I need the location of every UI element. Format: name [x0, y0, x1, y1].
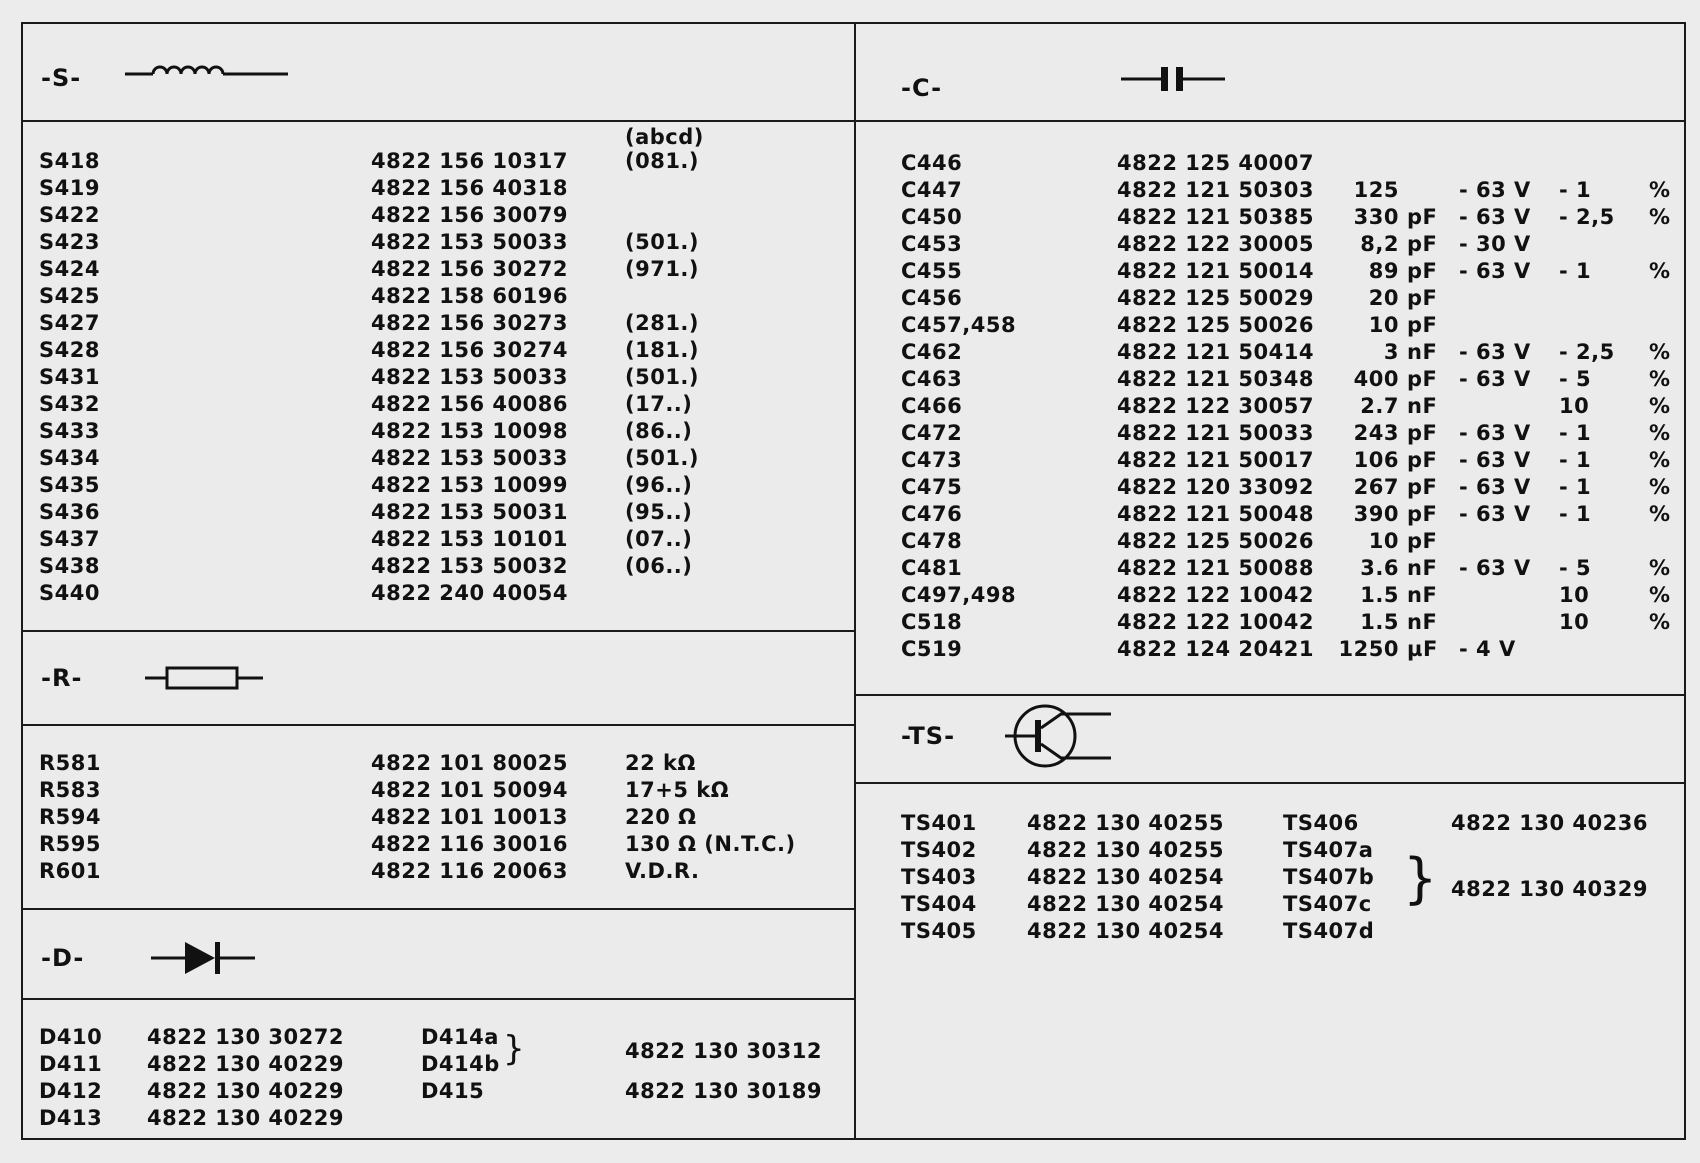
part-ref: C475: [901, 475, 963, 499]
ts-ref-column: [901, 810, 977, 945]
part-ref: D415: [421, 1079, 485, 1103]
part-note: (281.): [625, 311, 700, 335]
divider: [23, 630, 854, 632]
part-code: 4822 153 50031: [371, 500, 568, 524]
divider: [856, 782, 1686, 784]
part-code: 4822 156 40086: [371, 392, 568, 416]
part-percent: [1649, 285, 1671, 312]
ts-right-code-group: 4822 130 40329: [1451, 877, 1648, 901]
part-unit: pF: [1407, 313, 1438, 337]
brace-icon: }: [503, 1029, 525, 1069]
part-value: 243: [1353, 421, 1399, 445]
part-note: (501.): [625, 365, 700, 389]
part-ref: TS407d: [1283, 919, 1375, 943]
part-ref: C472: [901, 421, 963, 445]
part-ref: R583: [39, 778, 102, 802]
part-code: 4822 153 50032: [371, 554, 568, 578]
part-code: 4822 153 50033: [371, 365, 568, 389]
part-code: 4822 101 10013: [371, 805, 568, 829]
part-code: 4822 121 50303: [1117, 178, 1314, 202]
part-voltage: [1459, 528, 1531, 555]
part-ref: TS403: [901, 865, 977, 889]
part-tolerance: [1559, 312, 1615, 339]
divider: [856, 120, 1686, 122]
part-ref: R601: [39, 859, 102, 883]
c-voltage-column: [1459, 150, 1531, 663]
part-note: (07..): [625, 527, 693, 551]
part-value: 400: [1353, 367, 1399, 391]
s-code-column: [371, 148, 568, 607]
part-ref: TS407c: [1283, 892, 1372, 916]
part-ref: C481: [901, 556, 963, 580]
ts-code-column: [1027, 810, 1224, 945]
c-percent-column: [1649, 150, 1671, 663]
part-code: 4822 153 50033: [371, 446, 568, 470]
part-unit: pF: [1407, 529, 1438, 553]
part-voltage: [1459, 312, 1531, 339]
part-percent: %: [1649, 205, 1671, 229]
part-code: 4822 125 40007: [1117, 151, 1314, 175]
part-value: 20: [1368, 286, 1399, 310]
part-percent: %: [1649, 556, 1671, 580]
part-tolerance: [1559, 636, 1615, 663]
part-percent: %: [1649, 340, 1671, 364]
part-code: 4822 153 50033: [371, 230, 568, 254]
part-unit: nF: [1407, 610, 1438, 634]
part-note: (86..): [625, 419, 693, 443]
part-ref: C457,458: [901, 313, 1017, 337]
diode-icon: [149, 938, 259, 978]
abcd-header: (abcd): [625, 125, 704, 149]
part-code: 4822 153 10098: [371, 419, 568, 443]
part-value: 390: [1353, 502, 1399, 526]
part-value: 106: [1353, 448, 1399, 472]
c-code-column: [1117, 150, 1314, 663]
part-tolerance: 10: [1559, 583, 1590, 607]
part-code: 4822 130 40229: [147, 1106, 344, 1130]
part-unit: [1407, 150, 1438, 177]
part-value: 330: [1353, 205, 1399, 229]
part-ref: S424: [39, 257, 100, 281]
part-unit: µF: [1407, 637, 1438, 661]
part-code: 4822 125 50026: [1117, 529, 1314, 553]
part-value: 220 Ω: [625, 805, 697, 829]
part-unit: nF: [1407, 583, 1438, 607]
part-percent: %: [1649, 259, 1671, 283]
part-code: 4822 130 40255: [1027, 838, 1224, 862]
part-voltage: [1459, 582, 1531, 609]
part-ref: TS406: [1283, 811, 1359, 835]
part-code: 4822 156 30272: [371, 257, 568, 281]
part-unit: pF: [1407, 286, 1438, 310]
part-value: 89: [1368, 259, 1399, 283]
part-value: 3: [1383, 340, 1399, 364]
part-code: 4822 121 50033: [1117, 421, 1314, 445]
divider: [23, 908, 854, 910]
part-code: 4822 158 60196: [371, 284, 568, 308]
part-code: 4822 101 50094: [371, 778, 568, 802]
part-tolerance: - 1: [1559, 178, 1592, 202]
transistor-icon: [1003, 700, 1113, 772]
part-unit: pF: [1407, 502, 1438, 526]
part-value: 125: [1353, 178, 1399, 202]
part-value: 22 kΩ: [625, 751, 696, 775]
part-percent: [1649, 528, 1671, 555]
part-value: 10: [1368, 529, 1399, 553]
part-note: [625, 283, 699, 310]
part-ref: S437: [39, 527, 100, 551]
part-value: 17+5 kΩ: [625, 778, 730, 802]
part-voltage: - 63 V: [1459, 340, 1531, 364]
part-percent: [1649, 312, 1671, 339]
part-ref: D410: [39, 1025, 103, 1049]
part-ref: TS407b: [1283, 865, 1375, 889]
divider: [23, 724, 854, 726]
part-unit: [1407, 177, 1438, 204]
part-ref: S428: [39, 338, 100, 362]
part-code: 4822 116 30016: [371, 832, 568, 856]
c-unit-column: [1407, 150, 1438, 663]
r-value-column: [625, 750, 796, 885]
part-code: 4822 125 50026: [1117, 313, 1314, 337]
divider: [23, 998, 854, 1000]
divider: [23, 120, 854, 122]
part-tolerance: - 1: [1559, 259, 1592, 283]
part-code: 4822 130 40255: [1027, 811, 1224, 835]
part-note: (96..): [625, 473, 693, 497]
part-ref: R595: [39, 832, 102, 856]
part-note: [625, 580, 699, 607]
part-unit: pF: [1407, 448, 1438, 472]
part-code: 4822 124 20421: [1117, 637, 1314, 661]
part-unit: nF: [1407, 394, 1438, 418]
part-ref: C478: [901, 529, 963, 553]
part-code: 4822 121 50385: [1117, 205, 1314, 229]
part-value: 130 Ω (N.T.C.): [625, 832, 796, 856]
part-percent: %: [1649, 421, 1671, 445]
part-code: 4822 153 10101: [371, 527, 568, 551]
part-code: 4822 125 50029: [1117, 286, 1314, 310]
part-code: 4822 156 30079: [371, 203, 568, 227]
ts-right-ref-column: [1283, 810, 1374, 945]
c-ref-column: [901, 150, 1016, 663]
d-right-code-2: 4822 130 30189: [625, 1079, 822, 1103]
part-value: 10: [1368, 313, 1399, 337]
part-ref: S431: [39, 365, 100, 389]
part-code: 4822 130 40229: [147, 1052, 344, 1076]
part-code: 4822 122 10042: [1117, 610, 1314, 634]
part-ref: S425: [39, 284, 100, 308]
part-note: (06..): [625, 554, 693, 578]
part-unit: pF: [1407, 259, 1438, 283]
part-note: (501.): [625, 230, 700, 254]
part-ref: D414b: [421, 1052, 500, 1076]
part-ref: S433: [39, 419, 100, 443]
part-unit: pF: [1407, 475, 1438, 499]
part-code: 4822 153 10099: [371, 473, 568, 497]
part-code: 4822 122 10042: [1117, 583, 1314, 607]
part-note: [625, 202, 699, 229]
c-value-column: [1325, 150, 1399, 663]
part-ref: C476: [901, 502, 963, 526]
part-value: 1.5: [1360, 583, 1399, 607]
part-tolerance: 10: [1559, 610, 1590, 634]
part-voltage: - 63 V: [1459, 421, 1531, 445]
part-ref: C466: [901, 394, 963, 418]
part-ref: C473: [901, 448, 963, 472]
part-code: 4822 130 30272: [147, 1025, 344, 1049]
part-code: 4822 240 40054: [371, 581, 568, 605]
part-voltage: - 63 V: [1459, 367, 1531, 391]
part-ref: C446: [901, 151, 963, 175]
part-ref: R594: [39, 805, 102, 829]
r-code-column: [371, 750, 568, 885]
part-voltage: - 63 V: [1459, 205, 1531, 229]
part-ref: S432: [39, 392, 100, 416]
d-right-ref-column: [421, 1024, 500, 1105]
part-tolerance: - 1: [1559, 421, 1592, 445]
part-value: 267: [1353, 475, 1399, 499]
part-code: 4822 156 10317: [371, 149, 568, 173]
part-tolerance: - 1: [1559, 475, 1592, 499]
part-ref: C455: [901, 259, 963, 283]
part-tolerance: [1559, 528, 1615, 555]
part-voltage: [1459, 150, 1531, 177]
part-ref: S434: [39, 446, 100, 470]
part-tolerance: - 2,5: [1559, 205, 1615, 229]
part-percent: [1649, 231, 1671, 258]
c-tolerance-column: [1559, 150, 1615, 663]
part-code: 4822 130 40229: [147, 1079, 344, 1103]
inductor-icon: [123, 60, 293, 84]
d-ref-column: [39, 1024, 102, 1132]
part-percent: %: [1649, 178, 1671, 202]
part-code: 4822 156 40318: [371, 176, 568, 200]
part-tolerance: - 5: [1559, 367, 1592, 391]
d-code-column: [147, 1024, 344, 1132]
r-ref-column: [39, 750, 101, 885]
part-tolerance: - 5: [1559, 556, 1592, 580]
part-voltage: - 63 V: [1459, 448, 1531, 472]
part-value: 1.5: [1360, 610, 1399, 634]
part-ref: C497,498: [901, 583, 1017, 607]
part-code: 4822 130 40254: [1027, 919, 1224, 943]
part-ref: TS402: [901, 838, 977, 862]
part-ref: C456: [901, 286, 963, 310]
part-value: 8,2: [1360, 232, 1399, 256]
part-tolerance: - 1: [1559, 502, 1592, 526]
part-unit: pF: [1407, 367, 1438, 391]
part-note: (081.): [625, 149, 700, 173]
part-code: 4822 130 40254: [1027, 892, 1224, 916]
brace-icon: }: [1403, 847, 1438, 910]
part-code: 4822 101 80025: [371, 751, 568, 775]
part-ref: C450: [901, 205, 963, 229]
part-ref: S419: [39, 176, 100, 200]
part-percent: %: [1649, 610, 1671, 634]
part-tolerance: 10: [1559, 394, 1590, 418]
part-voltage: [1459, 609, 1531, 636]
part-voltage: - 63 V: [1459, 556, 1531, 580]
part-tolerance: [1559, 150, 1615, 177]
part-ref: C462: [901, 340, 963, 364]
part-ref: S427: [39, 311, 100, 335]
section-c-label: -C-: [901, 74, 943, 102]
part-voltage: - 63 V: [1459, 259, 1531, 283]
section-s-label: -S-: [41, 64, 82, 92]
capacitor-icon: [1119, 64, 1229, 94]
part-value: V.D.R.: [625, 859, 700, 883]
part-unit: pF: [1407, 232, 1438, 256]
part-code: 4822 121 50017: [1117, 448, 1314, 472]
part-value: 3.6: [1360, 556, 1399, 580]
part-tolerance: - 2,5: [1559, 340, 1615, 364]
part-voltage: - 4 V: [1459, 637, 1516, 661]
part-voltage: - 30 V: [1459, 232, 1531, 256]
part-ref: S440: [39, 581, 100, 605]
part-ref: TS404: [901, 892, 977, 916]
divider: [856, 694, 1686, 696]
part-code: 4822 156 30274: [371, 338, 568, 362]
part-value: 2.7: [1360, 394, 1399, 418]
part-code: 4822 121 50348: [1117, 367, 1314, 391]
part-ref: C518: [901, 610, 963, 634]
part-code: 4822 121 50048: [1117, 502, 1314, 526]
part-percent: %: [1649, 367, 1671, 391]
part-note: (501.): [625, 446, 700, 470]
part-ref: S422: [39, 203, 100, 227]
part-note: (181.): [625, 338, 700, 362]
part-code: 4822 120 33092: [1117, 475, 1314, 499]
part-ref: D414a: [421, 1025, 499, 1049]
part-unit: pF: [1407, 421, 1438, 445]
part-unit: pF: [1407, 205, 1438, 229]
part-value: 1250: [1338, 637, 1399, 661]
part-percent: %: [1649, 475, 1671, 499]
d-right-code-1: 4822 130 30312: [625, 1039, 822, 1063]
part-note: [625, 175, 699, 202]
s-ref-column: [39, 148, 100, 607]
part-code: 4822 121 50014: [1117, 259, 1314, 283]
part-code: 4822 122 30057: [1117, 394, 1314, 418]
part-ref: S418: [39, 149, 100, 173]
part-ref: C447: [901, 178, 963, 202]
section-ts-label: -TS-: [901, 722, 956, 750]
part-code: 4822 156 30273: [371, 311, 568, 335]
part-ref: TS407a: [1283, 838, 1374, 862]
section-r-label: -R-: [41, 664, 83, 692]
part-voltage: - 63 V: [1459, 475, 1531, 499]
part-code: 4822 122 30005: [1117, 232, 1314, 256]
part-value: [1325, 150, 1399, 177]
part-ref: S435: [39, 473, 100, 497]
part-percent: %: [1649, 583, 1671, 607]
part-code: 4822 130 40254: [1027, 865, 1224, 889]
part-tolerance: - 1: [1559, 448, 1592, 472]
part-note: (17..): [625, 392, 693, 416]
s-note-column: [625, 148, 699, 607]
parts-list-table: [21, 22, 1686, 1140]
resistor-icon: [143, 664, 268, 692]
part-unit: nF: [1407, 556, 1438, 580]
part-tolerance: [1559, 285, 1615, 312]
part-note: (95..): [625, 500, 693, 524]
part-voltage: [1459, 285, 1531, 312]
part-ref: D412: [39, 1079, 103, 1103]
part-tolerance: [1559, 231, 1615, 258]
column-divider: [854, 24, 856, 1138]
part-ref: D411: [39, 1052, 103, 1076]
part-code: 4822 121 50414: [1117, 340, 1314, 364]
part-percent: [1649, 150, 1671, 177]
part-ref: C519: [901, 637, 963, 661]
section-d-label: -D-: [41, 944, 85, 972]
part-note: (971.): [625, 257, 700, 281]
part-ref: S438: [39, 554, 100, 578]
part-code: 4822 116 20063: [371, 859, 568, 883]
part-ref: C453: [901, 232, 963, 256]
part-ref: S436: [39, 500, 100, 524]
part-code: 4822 121 50088: [1117, 556, 1314, 580]
ts-right-code-single: 4822 130 40236: [1451, 811, 1648, 835]
part-ref: R581: [39, 751, 102, 775]
part-ref: TS401: [901, 811, 977, 835]
part-voltage: - 63 V: [1459, 502, 1531, 526]
part-voltage: [1459, 393, 1531, 420]
part-ref: D413: [39, 1106, 103, 1130]
part-unit: nF: [1407, 340, 1438, 364]
part-percent: [1649, 636, 1671, 663]
part-voltage: - 63 V: [1459, 178, 1531, 202]
part-ref: C463: [901, 367, 963, 391]
part-ref: TS405: [901, 919, 977, 943]
part-percent: %: [1649, 502, 1671, 526]
part-ref: S423: [39, 230, 100, 254]
part-percent: %: [1649, 448, 1671, 472]
part-percent: %: [1649, 394, 1671, 418]
